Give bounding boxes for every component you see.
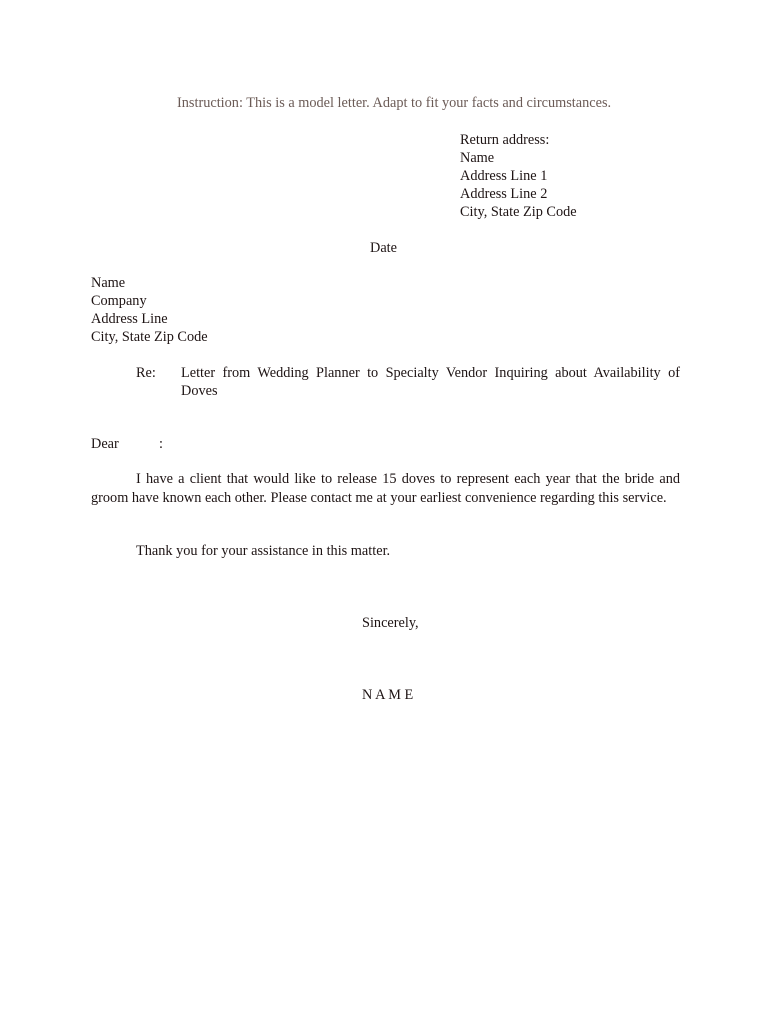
recipient-block [91,274,208,346]
closing: Sincerely, [362,615,419,631]
return-name: Name [460,150,495,166]
instruction-note: Instruction: This is a model letter. Adapt to fit your facts and circumstances. [177,95,612,111]
re-label: Re: [136,365,156,381]
return-address-block [460,131,577,221]
return-address-label: Return address: [460,132,550,148]
date: Date [370,240,397,256]
salutation-colon: : [159,436,163,452]
recipient-name: Name [91,275,126,291]
thanks-paragraph: Thank you for your assistance in this matter. [136,543,391,559]
return-address-line-1: Address Line 1 [460,168,548,184]
recipient-company: Company [91,293,147,309]
recipient-city-state-zip: City, State Zip Code [91,329,208,345]
salutation-word: Dear [91,436,119,452]
return-city-state-zip: City, State Zip Code [460,204,577,220]
recipient-address-line: Address Line [91,311,168,327]
re-subject: Letter from Wedding Planner to Specialty Vendor Inquiring about Availability of Doves [181,365,680,399]
body-paragraph: I have a client that would like to release 15 doves to represent each year that the bride and groom have known each other. Please contact me at your earliest convenience regarding this service. [91,471,680,506]
return-address-line-2: Address Line 2 [460,186,548,202]
signature-name: N A M E [362,687,414,703]
